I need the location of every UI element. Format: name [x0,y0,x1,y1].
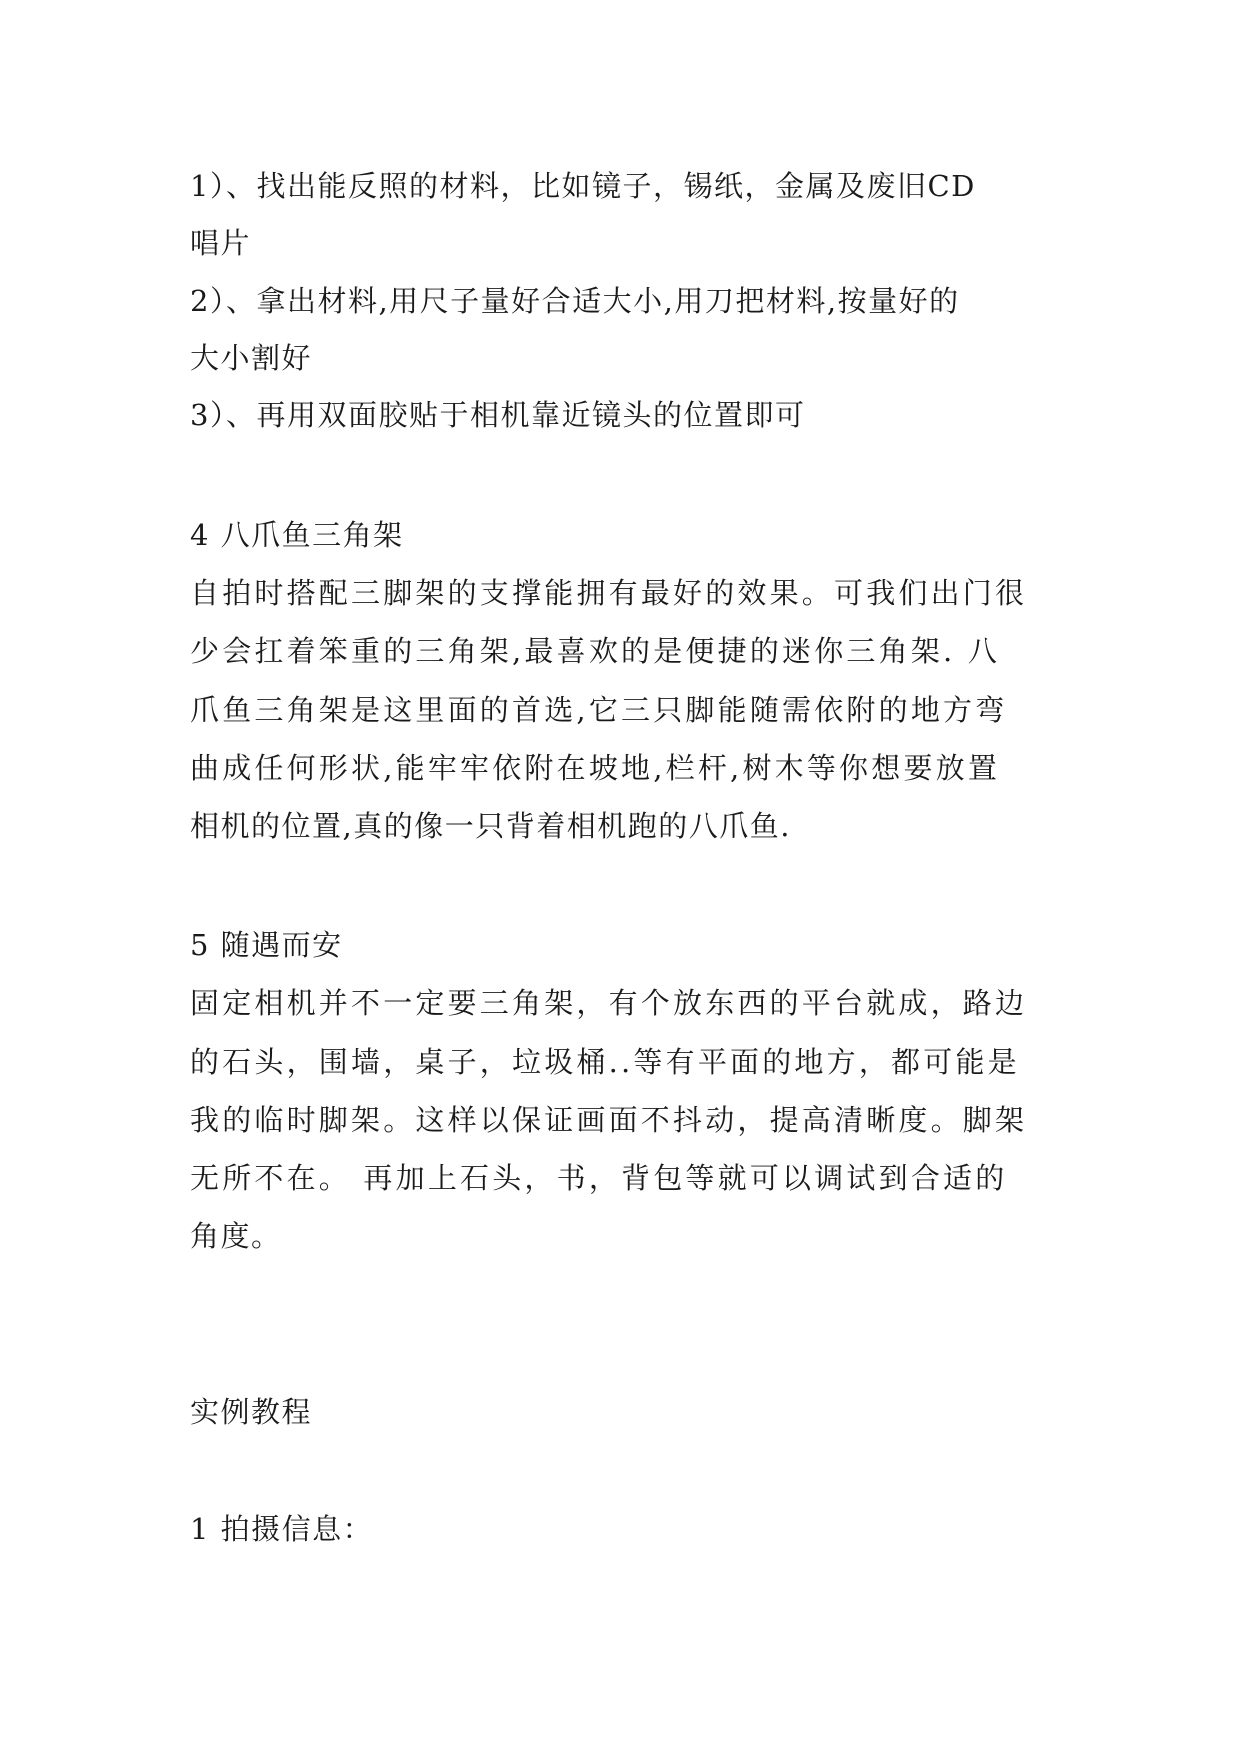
section5-paragraph-line: 角度。 [190,1219,282,1253]
section4-paragraph-line: 自拍时搭配三脚架的支撑能拥有最好的效果。可我们出门很 [190,576,1028,610]
section4-paragraph-line: 爪鱼三角架是这里面的首选,它三只脚能随需依附的地方弯 [190,693,1008,727]
step2-line2: 大小割好 [190,341,313,375]
step1-line1: 1）、找出能反照的材料，比如镜子，锡纸，金属及废旧CD [190,169,976,203]
section5-paragraph-line: 的石头，围墙，桌子，垃圾桶..等有平面的地方，都可能是 [190,1045,1020,1079]
section5-paragraph-line: 我的临时脚架。这样以保证画面不抖动，提高清晰度。脚架 [190,1103,1028,1137]
section4-heading: 4 八爪鱼三角架 [190,518,404,552]
tutorial-heading: 实例教程 [190,1395,313,1429]
section5-paragraph-line: 无所不在。 再加上石头，书，背包等就可以调试到合适的 [190,1161,1008,1195]
section5-paragraph-line: 固定相机并不一定要三角架，有个放东西的平台就成，路边 [190,986,1028,1020]
section4-paragraph-line: 少会扛着笨重的三角架,最喜欢的是便捷的迷你三角架. 八 [190,634,1001,668]
section4-paragraph-line: 相机的位置,真的像一只背着相机跑的八爪鱼. [190,809,791,843]
tutorial-item-1: 1 拍摄信息： [190,1512,374,1546]
step2-line1: 2）、拿出材料,用尺子量好合适大小,用刀把材料,按量好的 [190,284,960,318]
section5-heading: 5 随遇而安 [190,928,343,962]
step1-line2: 唱片 [190,226,252,260]
section4-paragraph-line: 曲成任何形状,能牢牢依附在坡地,栏杆,树木等你想要放置 [190,751,1001,785]
step3-line1: 3）、再用双面胶贴于相机靠近镜头的位置即可 [190,398,806,432]
